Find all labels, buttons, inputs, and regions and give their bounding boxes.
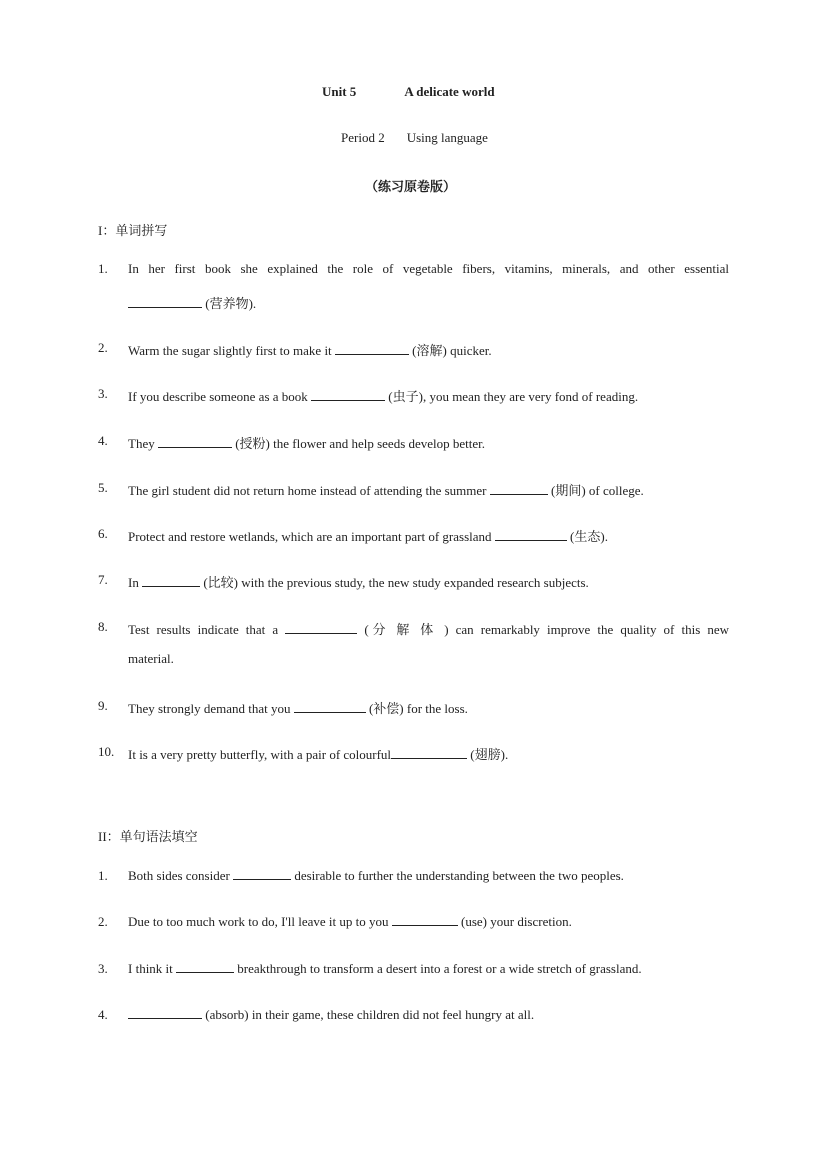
s2-q1-text: Both sides consider desirable to further the understanding between the two peoples. [128,868,624,883]
answer-blank[interactable] [176,961,234,973]
q9-text: They strongly demand that you (补偿) for the loss. [128,701,468,716]
answer-blank[interactable] [158,436,232,448]
q1-line1: In her first book she explained the role of vegetable fibers, vitamins, minerals, and other essential [128,261,729,276]
q4-text: They (授粉) the flower and help seeds develop better. [128,436,486,451]
answer-blank[interactable] [294,701,366,713]
answer-blank[interactable] [335,343,409,355]
unit-name: A delicate world [404,84,495,99]
q2-number: 2. [98,340,108,355]
s2-q2-text: Due to too much work to do, I'll leave it up to you (use) your discretion. [128,914,572,929]
s2-q3-text: I think it breakthrough to transform a desert into a forest or a wide stretch of grassland. [128,961,642,976]
s2-q1-number: 1. [98,868,108,883]
answer-blank[interactable] [128,1007,202,1019]
s2-q4-text: (absorb) in their game, these children did not feel hungry at all. [128,1007,534,1023]
answer-blank[interactable] [311,389,385,401]
q10-number: 10. [98,744,115,759]
q1-number: 1. [98,261,108,276]
q5-number: 5. [98,480,108,495]
section-1-heading: I：单词拼写 [98,223,168,238]
s2-q3-number: 3. [98,961,108,976]
section-2-heading: II：单句语法填空 [98,829,198,844]
q8-text: Test results indicate that a (分 解 体 ) can remarkably improve the quality of this new [128,622,729,637]
period-subtitle [341,130,488,146]
answer-blank[interactable] [392,914,458,926]
answer-blank[interactable] [285,622,357,634]
s2-q2-number: 2. [98,914,108,929]
unit-title [322,84,495,100]
q8-number: 8. [98,619,108,634]
unit-number: Unit 5 [322,84,357,99]
answer-blank[interactable] [233,868,291,880]
q7-number: 7. [98,572,108,587]
q9-number: 9. [98,698,108,713]
q8-line2: material. [128,651,174,666]
q10-text: It is a very pretty butterfly, with a pair of colourful (翅膀). [128,747,509,762]
q7-text: In (比较) with the previous study, the new study expanded research subjects. [128,575,589,590]
q2-text: Warm the sugar slightly first to make it (溶解) quicker. [128,343,492,358]
q3-text: If you describe someone as a book (虫子), you mean they are very fond of reading. [128,389,639,404]
version-label: （练习原卷版） [365,179,457,194]
s2-q4-number: 4. [98,1007,108,1022]
q1-line2: (营养物). [128,293,256,312]
answer-blank[interactable] [391,747,467,759]
q6-number: 6. [98,526,108,541]
answer-blank[interactable] [142,575,200,587]
answer-blank[interactable] [128,296,202,308]
answer-blank[interactable] [495,529,567,541]
period-number: Period 2 [341,130,385,145]
q5-text: The girl student did not return home instead of attending the summer (期间) of college. [128,483,644,498]
q3-number: 3. [98,386,108,401]
answer-blank[interactable] [490,483,548,495]
period-name: Using language [406,130,488,145]
q4-number: 4. [98,433,108,448]
q6-text: Protect and restore wetlands, which are an important part of grassland (生态). [128,529,608,544]
